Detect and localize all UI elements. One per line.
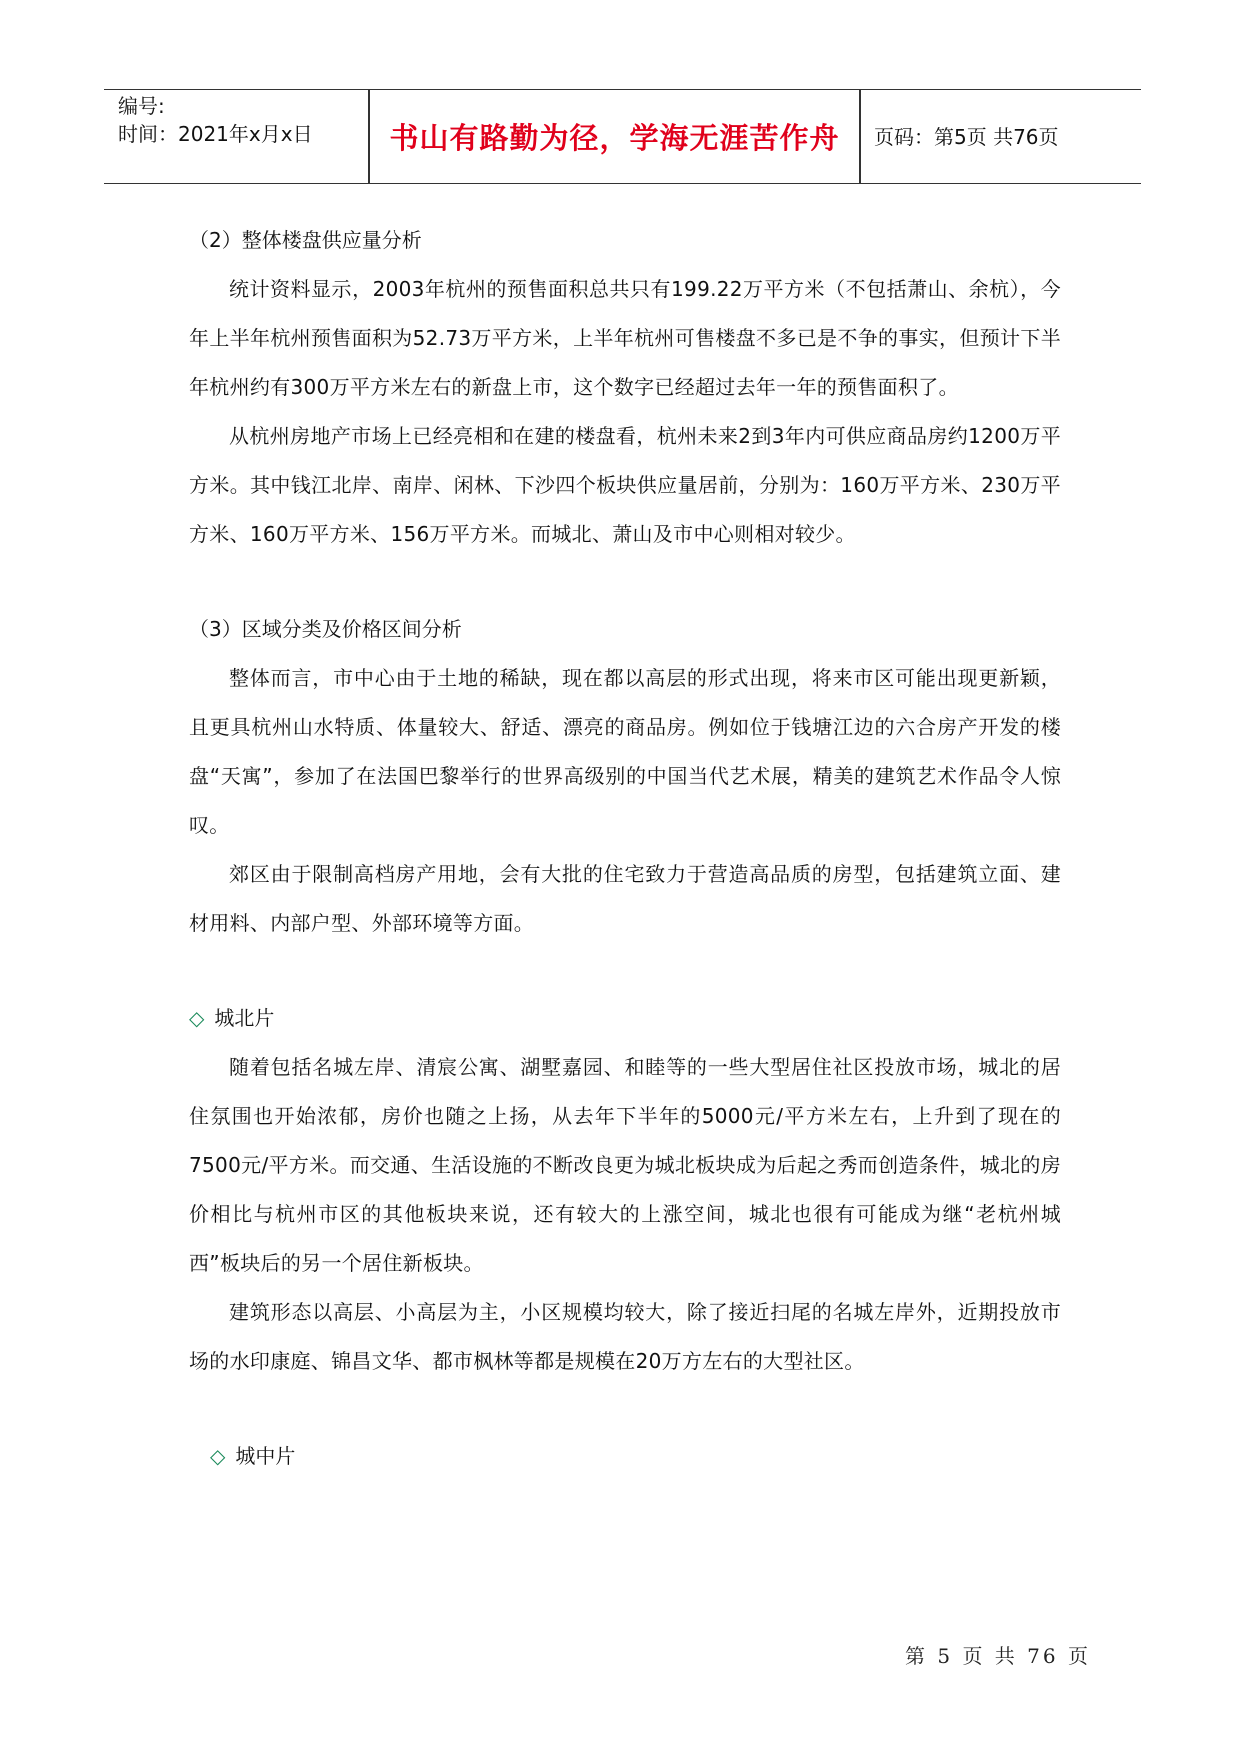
header-time-label: 时间：2021年x月x日 [118, 122, 313, 146]
paragraph-supply-2: 从杭州房地产市场上已经亮相和在建的楼盘看，杭州未来2到3年内可供应商品房约1200万平方米。其中钱江北岸、南岸、闲林、下沙四个板块供应量居前，分别为：160万平方米、230万平方米、160万平方米、156万平方米。而城北、萧山及市中心则相对较少。 [189, 424, 1061, 546]
diamond-bullet-icon: ◇ [189, 1006, 205, 1030]
paragraph-north-1: 随着包括名城左岸、清宸公寓、湖墅嘉园、和睦等的一些大型居住社区投放市场，城北的居住氛围也开始浓郁，房价也随之上扬，从去年下半年的5000元/平方米左右，上升到了现在的7500元/平方米。而交通、生活设施的不断改良更为城北板块成为后起之秀而创造条件，城北的房价相比与杭州市区的其他板块来说，还有较大的上涨空间，城北也很有可能成为继“老杭州城西”板块后的另一个居住新板块。 [189, 1055, 1061, 1275]
paragraph-region-2: 郊区由于限制高档房产用地，会有大批的住宅致力于营造高品质的房型，包括建筑立面、建材用料、内部户型、外部环境等方面。 [189, 862, 1061, 935]
spacer [189, 948, 1061, 994]
page-footer: 第 5 页 共 76 页 [905, 1644, 1091, 1668]
spacer [189, 1386, 1061, 1432]
header-motto: 书山有路勤为径，学海无涯苦作舟 [389, 121, 840, 155]
document-body [189, 216, 1061, 1481]
spacer [189, 559, 1061, 605]
section-title-supply: （2）整体楼盘供应量分析 [189, 228, 422, 252]
paragraph-supply-1: 统计资料显示，2003年杭州的预售面积总共只有199.22万平方米（不包括萧山、余杭），今年上半年杭州预售面积为52.73万平方米，上半年杭州可售楼盘不多已是不争的事实，但预计下半年杭州约有300万平方米左右的新盘上市，这个数字已经超过去年一年的预售面积了。 [189, 277, 1061, 399]
bullet-heading-north-label: 城北片 [214, 1006, 275, 1030]
page-header [104, 89, 1141, 184]
paragraph-north-2: 建筑形态以高层、小高层为主，小区规模均较大，除了接近扫尾的名城左岸外，近期投放市场的水印康庭、锦昌文华、都市枫林等都是规模在20万方左右的大型社区。 [189, 1300, 1061, 1373]
bullet-heading-center [189, 1432, 1061, 1481]
paragraph-region-1: 整体而言，市中心由于土地的稀缺，现在都以高层的形式出现，将来市区可能出现更新颖，且更具杭州山水特质、体量较大、舒适、漂亮的商品房。例如位于钱塘江边的六合房产开发的楼盘“天寓”，参加了在法国巴黎举行的世界高级别的中国当代艺术展，精美的建筑艺术作品令人惊叹。 [189, 666, 1061, 837]
header-page-info: 页码：第5页 共76页 [874, 125, 1059, 149]
bullet-heading-north [189, 994, 1061, 1043]
bullet-heading-center-label: 城中片 [235, 1444, 296, 1468]
header-meta [118, 92, 313, 148]
header-divider-right [859, 90, 861, 183]
section-title-region: （3）区域分类及价格区间分析 [189, 617, 462, 641]
diamond-bullet-icon: ◇ [210, 1444, 226, 1468]
header-number-label: 编号: [118, 94, 165, 118]
